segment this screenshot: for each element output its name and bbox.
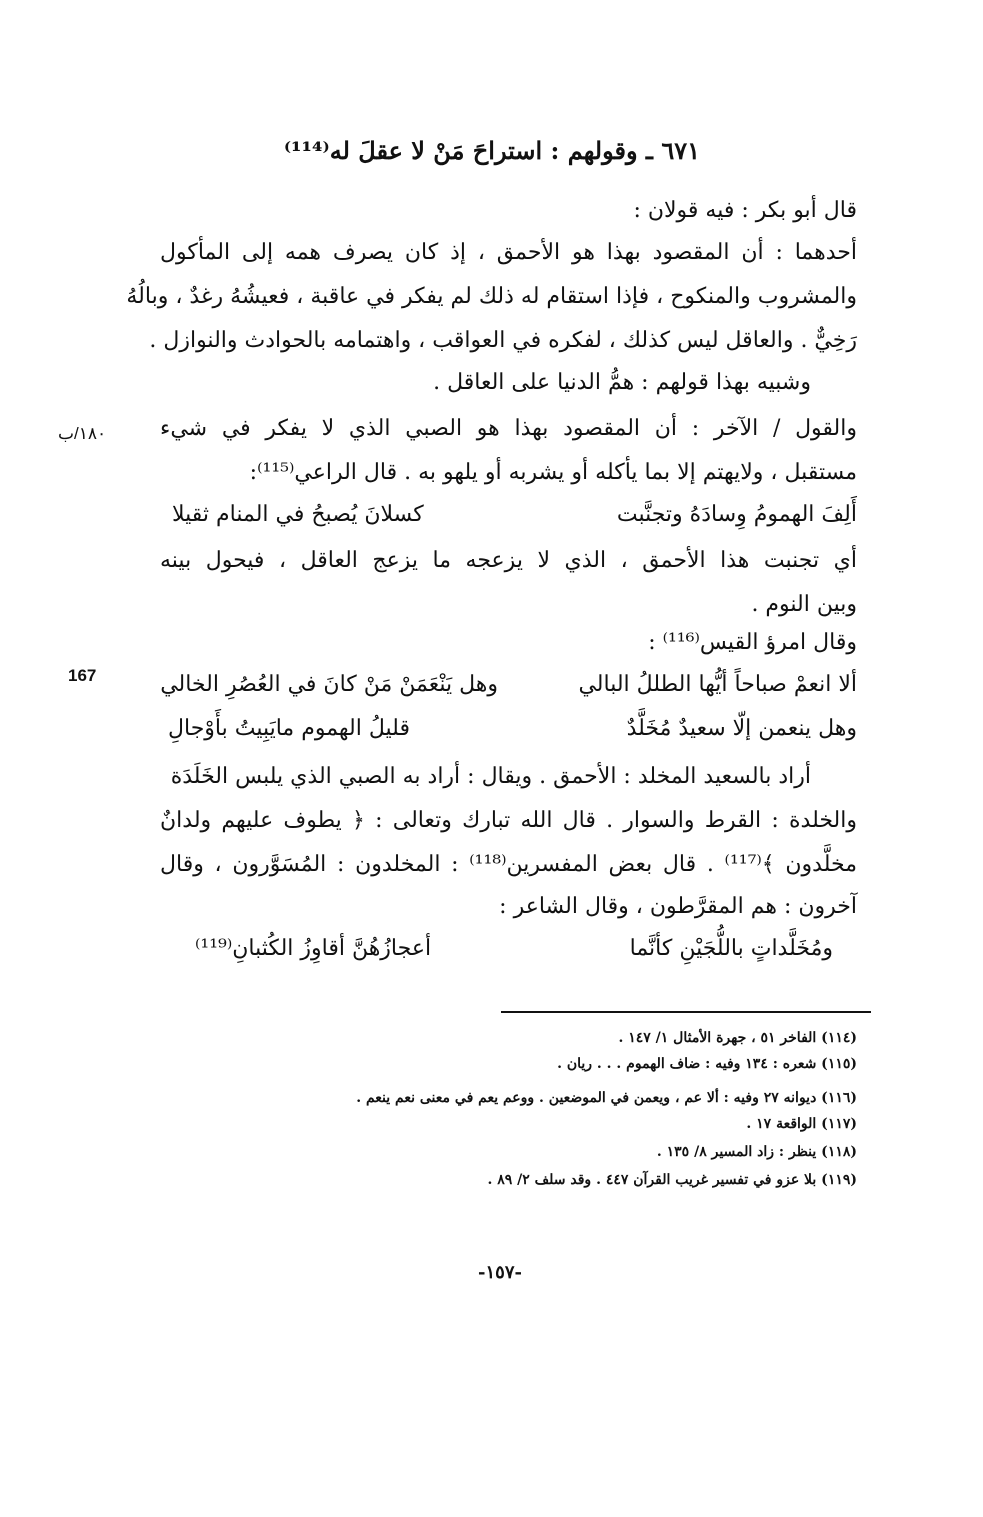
text-line: مستقبل ، ولايهتم إلا بما يأكله أو يشربه أو يلهو به . قال الراعي⁽¹¹⁵⁾: (249, 460, 857, 485)
verse-second-hemistich: قليلُ الهموم مايَبِيتُ بأَوْجالِ (168, 716, 410, 741)
verse-first-hemistich: ومُخَلَّداتٍ باللُّجَيْنِ كأنَّما (629, 936, 833, 961)
section-heading: ٦٧١ ـ وقولهم : استراحَ مَنْ لا عقلَ له⁽¹¹⁴⁾ (283, 136, 700, 165)
folio-marker: ١٨٠/ب (58, 424, 107, 443)
footnote: (١١٧) الواقعة ١٧ . (746, 1116, 857, 1132)
footnote-divider (501, 1011, 871, 1013)
text-line: رَخِيٌّ . والعاقل ليس كذلك ، لفكره في العواقب ، واهتمامه بالحوادث والنوازل . (149, 328, 857, 353)
text-line: وبين النوم . (751, 592, 857, 617)
footnote: (١١٥) شعره : ١٣٤ وفيه : ضاف الهموم . . . ريان . (557, 1056, 857, 1072)
text-line: والمشروب والمنكوح ، فإذا استقام له ذلك لم يفكر في عاقبة ، فعيشُهُ رغدٌ ، وبالُهُ (126, 284, 857, 309)
text-line: والقول / الآخر : أن المقصود بهذا هو الصبي الذي لا يفكر في شيء (160, 416, 857, 441)
verse-first-hemistich: أَلِفَ الهمومُ وِسادَهُ وتجنَّبت (616, 502, 857, 527)
footnote: (١١٨) ينظر : زاد المسير ٨/ ١٣٥ . (656, 1144, 857, 1160)
text-line: أي تجنبت هذا الأحمق ، الذي لا يزعجه ما يزعج العاقل ، فيحول بينه (160, 548, 857, 573)
verse-second-hemistich: وهل يَنْعَمَنْ مَنْ كانَ في العُصُرِ الخالي (160, 672, 498, 697)
text-line: مخلَّدون ﴾⁽¹¹⁷⁾ . قال بعض المفسرين⁽¹¹⁸⁾ : المخلدون : المُسَوَّرون ، وقال (160, 852, 857, 877)
verse-first-hemistich: ألا انعمْ صباحاً أيُّها الطللُ البالي (578, 672, 857, 697)
verse-second-hemistich: أعجازُهُنَّ أقاوِزُ الكُثبانِ⁽¹¹⁹⁾ (195, 936, 432, 961)
text-line: وقال امرؤ القيس⁽¹¹⁶⁾ : (648, 630, 857, 655)
text-line: أحدهما : أن المقصود بهذا هو الأحمق ، إذ كان يصرف همه إلى المأكول (160, 240, 857, 265)
original-page-number: 167 (68, 666, 97, 685)
page-number: -١٥٧- (478, 1262, 522, 1283)
text-line: آخرون : هم المقرَّطون ، وقال الشاعر : (499, 894, 857, 919)
text-line: وشبيه بهذا قولهم : همُّ الدنيا على العاقل . (433, 370, 811, 395)
footnote: (١١٦) ديوانه ٢٧ وفيه : ألا عم ، ويعمن في الموضعين . ووعم يعم في معنى نعم ينعم . (356, 1090, 857, 1106)
text-line: قال أبو بكر : فيه قولان : (633, 198, 857, 223)
verse-second-hemistich: كسلانَ يُصبحُ في المنام ثقيلا (172, 502, 424, 527)
text-line: والخلدة : القرط والسوار . قال الله تبارك وتعالى : ﴿ يطوف عليهم ولدانٌ (160, 808, 857, 833)
verse-first-hemistich: وهل ينعمن إلّا سعيدٌ مُخَلَّدٌ (626, 716, 857, 741)
footnote: (١١٩) بلا عزو في تفسير غريب القرآن ٤٤٧ . وقد سلف ٢/ ٨٩ . (487, 1172, 857, 1188)
text-line: أراد بالسعيد المخلد : الأحمق . ويقال : أراد به الصبي الذي يلبس الخَلَدَة (170, 764, 811, 789)
footnote: (١١٤) الفاخر ٥١ ، جهرة الأمثال ١/ ١٤٧ . (618, 1030, 857, 1046)
